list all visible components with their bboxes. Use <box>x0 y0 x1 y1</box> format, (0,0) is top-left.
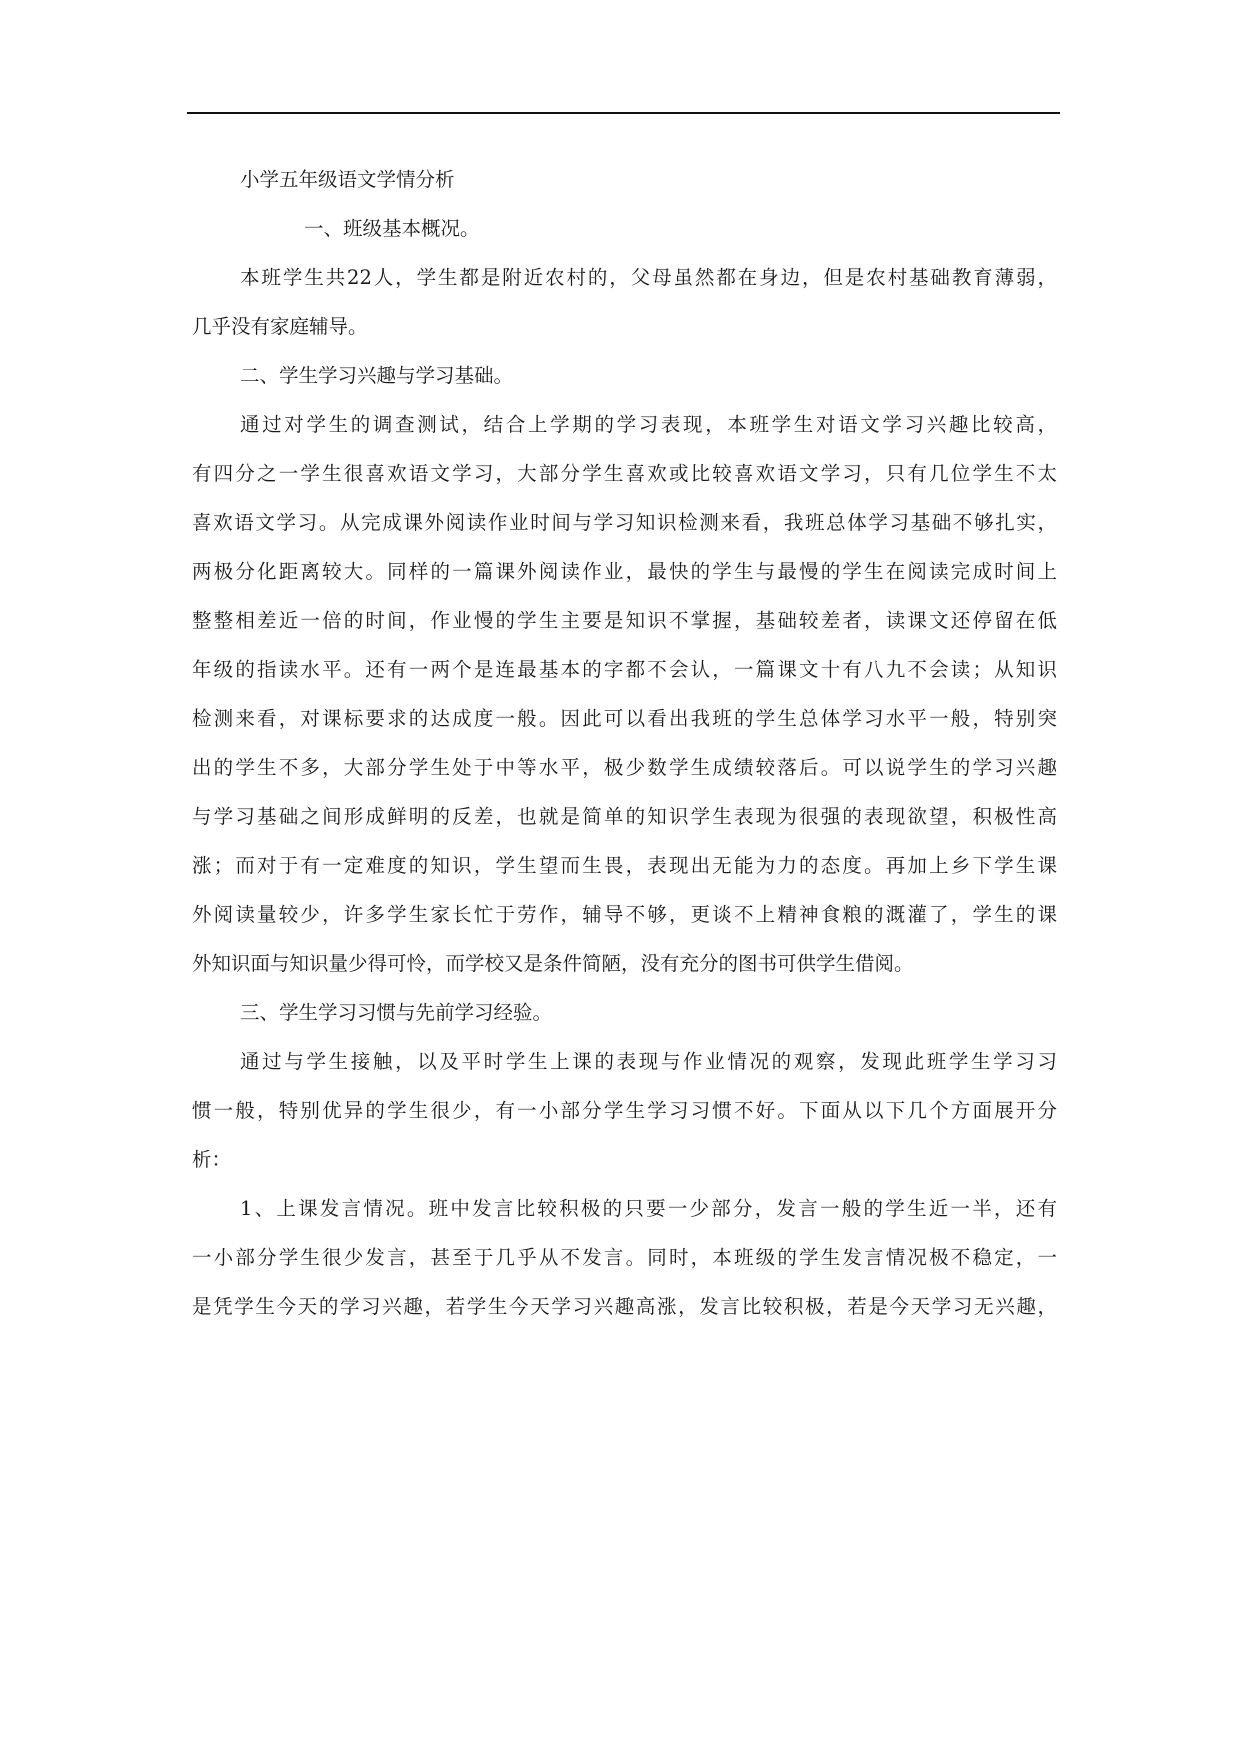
paragraph-line: 年级的指读水平。还有一两个是连最基本的字都不会认，一篇课文十有八九不会读；从知识 <box>192 658 1057 681</box>
section-heading: 一、班级基本概况。 <box>304 217 480 240</box>
paragraph-line: 是凭学生今天的学习兴趣，若学生今天学习兴趣高涨，发言比较积极，若是今天学习无兴趣， <box>192 1295 1057 1318</box>
paragraph-line: 1、上课发言情况。班中发言比较积极的只要一少部分，发言一般的学生近一半，还有 <box>240 1197 1057 1220</box>
header-rule <box>187 112 1060 114</box>
paragraph-line: 喜欢语文学习。从完成课外阅读作业时间与学习知识检测来看，我班总体学习基础不够扎实， <box>192 511 1057 534</box>
section-heading: 二、学生学习兴趣与学习基础。 <box>240 364 514 387</box>
paragraph-line: 外阅读量较少，许多学生家长忙于劳作，辅导不够，更谈不上精神食粮的溉灌了，学生的课 <box>192 903 1057 926</box>
paragraph-line: 通过对学生的调查测试，结合上学期的学习表现，本班学生对语文学习兴趣比较高， <box>240 413 1057 436</box>
paragraph-line: 惯一般，特别优异的学生很少，有一小部分学生学习习惯不好。下面从以下几个方面展开分 <box>192 1099 1057 1122</box>
document-title: 小学五年级语文学情分析 <box>240 168 455 191</box>
paragraph-line: 一小部分学生很少发言，甚至于几乎从不发言。同时，本班级的学生发言情况极不稳定，一 <box>192 1246 1057 1269</box>
paragraph-line: 出的学生不多，大部分学生处于中等水平，极少数学生成绩较落后。可以说学生的学习兴趣 <box>192 756 1057 779</box>
paragraph-line: 几乎没有家庭辅导。 <box>192 315 368 338</box>
paragraph-line: 涨；而对于有一定难度的知识，学生望而生畏，表现出无能为力的态度。再加上乡下学生课 <box>192 854 1057 877</box>
paragraph-line: 外知识面与知识量少得可怜，而学校又是条件简陋，没有充分的图书可供学生借阅。 <box>192 952 914 975</box>
paragraph-line: 通过与学生接触，以及平时学生上课的表现与作业情况的观察，发现此班学生学习习 <box>240 1050 1057 1073</box>
paragraph-line: 检测来看，对课标要求的达成度一般。因此可以看出我班的学生总体学习水平一般，特别突 <box>192 707 1057 730</box>
document-body <box>192 155 1057 1331</box>
paragraph-line: 有四分之一学生很喜欢语文学习，大部分学生喜欢或比较喜欢语文学习，只有几位学生不太 <box>192 462 1057 485</box>
section-heading: 三、学生学习习惯与先前学习经验。 <box>240 1001 553 1024</box>
paragraph-line: 与学习基础之间形成鲜明的反差，也就是简单的知识学生表现为很强的表现欲望，积极性高 <box>192 805 1057 828</box>
paragraph-line: 整整相差近一倍的时间，作业慢的学生主要是知识不掌握，基础较差者，读课文还停留在低 <box>192 609 1057 632</box>
paragraph-line: 本班学生共22人，学生都是附近农村的，父母虽然都在身边，但是农村基础教育薄弱， <box>240 266 1057 289</box>
paragraph-line: 析： <box>192 1148 232 1171</box>
paragraph-line: 两极分化距离较大。同样的一篇课外阅读作业，最快的学生与最慢的学生在阅读完成时间上 <box>192 560 1057 583</box>
